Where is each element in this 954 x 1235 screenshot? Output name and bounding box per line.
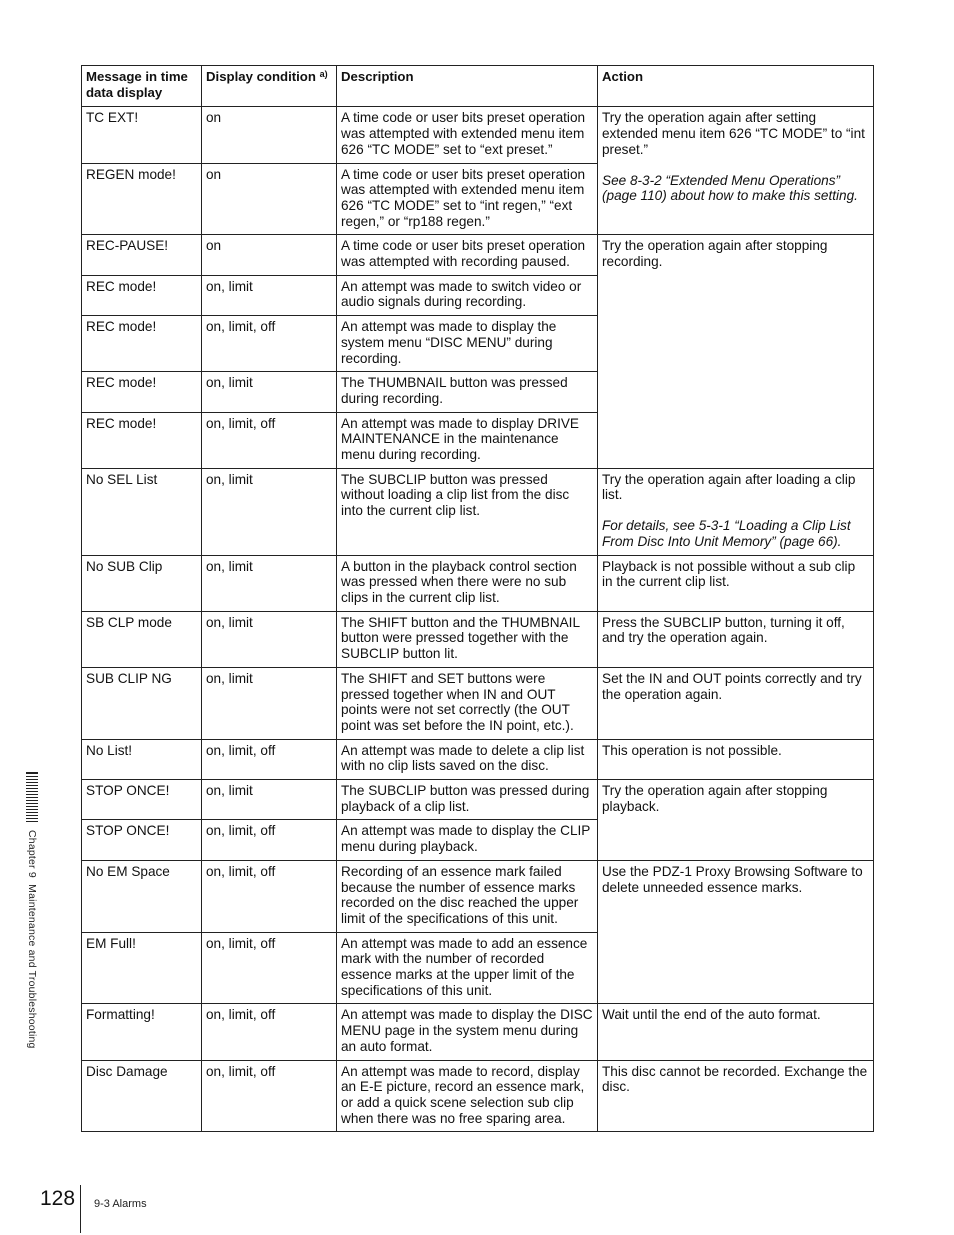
description-cell: An attempt was made to switch video or audio signals during recording. bbox=[337, 275, 598, 315]
table-row bbox=[82, 107, 874, 163]
tab-stripe bbox=[26, 779, 38, 780]
table-row bbox=[82, 1060, 874, 1132]
description-cell: An attempt was made to add an essence mark with the number of recorded essence marks at the upper limit of the specifications of this unit. bbox=[337, 932, 598, 1004]
footer-divider bbox=[80, 1185, 81, 1233]
tab-stripe bbox=[26, 809, 38, 810]
action-cell: Try the operation again after setting extended menu item 626 “TC MODE” to “int preset.” See 8-3-2 “Extended Menu Operations” (page 110) about how to make this setting. bbox=[598, 107, 874, 235]
message-cell: STOP ONCE! bbox=[82, 780, 202, 820]
message-cell: REGEN mode! bbox=[82, 163, 202, 235]
tab-stripe bbox=[26, 818, 38, 819]
chapter-side-label bbox=[26, 830, 38, 1049]
tab-stripe bbox=[26, 776, 38, 777]
tab-stripe bbox=[26, 788, 38, 789]
message-cell: REC mode! bbox=[82, 316, 202, 372]
footnote-marker: a) bbox=[319, 69, 328, 79]
action-cell: Try the operation again after loading a clip list. For details, see 5-3-1 “Loading a Clip List From Disc Into Unit Memory” (page 66). bbox=[598, 468, 874, 555]
chapter-tab-marker bbox=[26, 772, 38, 824]
action-cell: This disc cannot be recorded. Exchange the disc. bbox=[598, 1060, 874, 1132]
table-row bbox=[82, 667, 874, 739]
description-cell: A time code or user bits preset operation was attempted with recording paused. bbox=[337, 235, 598, 275]
description-cell: Recording of an essence mark failed because the number of essence marks recorded on the disc reached the upper limit of the specifications of this unit. bbox=[337, 860, 598, 932]
description-cell: The SUBCLIP button was pressed without loading a clip list from the disc into the current clip list. bbox=[337, 468, 598, 555]
description-cell: An attempt was made to display DRIVE MAINTENANCE in the maintenance menu during recording. bbox=[337, 412, 598, 468]
action-cell: Use the PDZ-1 Proxy Browsing Software to delete unneeded essence marks. bbox=[598, 860, 874, 1004]
description-cell: An attempt was made to delete a clip list with no clip lists saved on the disc. bbox=[337, 739, 598, 779]
table-header-row bbox=[82, 66, 874, 107]
tab-stripe bbox=[26, 815, 38, 816]
action-cell: Set the IN and OUT points correctly and try the operation again. bbox=[598, 667, 874, 739]
display-condition-cell: on, limit, off bbox=[202, 820, 337, 860]
action-cell: This operation is not possible. bbox=[598, 739, 874, 779]
tab-stripe bbox=[26, 785, 38, 786]
action-cell: Try the operation again after stopping recording. bbox=[598, 235, 874, 468]
tab-stripe bbox=[26, 812, 38, 813]
display-condition-cell: on, limit bbox=[202, 555, 337, 611]
message-cell: EM Full! bbox=[82, 932, 202, 1004]
display-condition-cell: on, limit bbox=[202, 275, 337, 315]
display-condition-cell: on bbox=[202, 163, 337, 235]
action-reference: For details, see 5-3-1 “Loading a Clip List From Disc Into Unit Memory” (page 66). bbox=[602, 518, 851, 549]
message-cell: No EM Space bbox=[82, 860, 202, 932]
message-cell: Formatting! bbox=[82, 1004, 202, 1060]
tab-stripe bbox=[26, 794, 38, 795]
display-condition-cell: on, limit, off bbox=[202, 739, 337, 779]
action-cell: Playback is not possible without a sub clip in the current clip list. bbox=[598, 555, 874, 611]
tab-stripe bbox=[26, 806, 38, 807]
message-cell: REC mode! bbox=[82, 275, 202, 315]
description-cell: An attempt was made to display the CLIP menu during playback. bbox=[337, 820, 598, 860]
display-condition-cell: on bbox=[202, 107, 337, 163]
description-cell: The SUBCLIP button was pressed during playback of a clip list. bbox=[337, 780, 598, 820]
tab-stripe bbox=[26, 782, 38, 783]
description-cell: A button in the playback control section was pressed when there were no sub clips in the current clip list. bbox=[337, 555, 598, 611]
message-cell: TC EXT! bbox=[82, 107, 202, 163]
action-reference: See 8-3-2 “Extended Menu Operations” (page 110) about how to make this setting. bbox=[602, 172, 858, 204]
display-condition-cell: on, limit bbox=[202, 372, 337, 412]
action-cell: Try the operation again after stopping playback. bbox=[598, 780, 874, 861]
description-cell: An attempt was made to record, display an E-E picture, record an essence mark, or add a quick scene selection sub clip when there was no free sparing area. bbox=[337, 1060, 598, 1132]
tab-stripe bbox=[26, 791, 38, 792]
message-cell: SUB CLIP NG bbox=[82, 667, 202, 739]
display-condition-cell: on, limit bbox=[202, 611, 337, 667]
table-row bbox=[82, 555, 874, 611]
display-condition-cell: on, limit, off bbox=[202, 1060, 337, 1132]
display-condition-cell: on, limit, off bbox=[202, 932, 337, 1004]
display-condition-cell: on, limit bbox=[202, 667, 337, 739]
table-row bbox=[82, 235, 874, 275]
alarm-table bbox=[81, 65, 874, 1132]
header-message: Message in time data display bbox=[82, 66, 202, 107]
description-cell: An attempt was made to display the system menu “DISC MENU” during recording. bbox=[337, 316, 598, 372]
table-row bbox=[82, 860, 874, 932]
table-row bbox=[82, 1004, 874, 1060]
description-cell: The THUMBNAIL button was pressed during recording. bbox=[337, 372, 598, 412]
message-cell: SB CLP mode bbox=[82, 611, 202, 667]
display-condition-cell: on, limit bbox=[202, 780, 337, 820]
table-row bbox=[82, 739, 874, 779]
side-label-title: Maintenance and Troubleshooting bbox=[26, 884, 38, 1049]
message-cell: REC mode! bbox=[82, 372, 202, 412]
display-condition-cell: on, limit, off bbox=[202, 316, 337, 372]
description-cell: An attempt was made to display the DISC MENU page in the system menu during an auto format. bbox=[337, 1004, 598, 1060]
header-display-condition: Display condition $^{a)}$ bbox=[202, 66, 337, 107]
header-description: Description bbox=[337, 66, 598, 107]
message-cell: No SUB Clip bbox=[82, 555, 202, 611]
table-body bbox=[82, 107, 874, 1132]
description-cell: The SHIFT and SET buttons were pressed together when IN and OUT points were not set correctly (the OUT point was set before the IN point, etc.). bbox=[337, 667, 598, 739]
description-cell: A time code or user bits preset operation was attempted with extended menu item 626 “TC MODE” set to “ext preset.” bbox=[337, 107, 598, 163]
display-condition-cell: on, limit, off bbox=[202, 860, 337, 932]
action-cell: Wait until the end of the auto format. bbox=[598, 1004, 874, 1060]
table-row bbox=[82, 468, 874, 555]
display-condition-cell: on bbox=[202, 235, 337, 275]
tab-stripe bbox=[26, 800, 38, 801]
message-cell: No SEL List bbox=[82, 468, 202, 555]
side-label-chapter: Chapter 9 bbox=[26, 830, 38, 878]
message-cell: REC-PAUSE! bbox=[82, 235, 202, 275]
message-cell: STOP ONCE! bbox=[82, 820, 202, 860]
display-condition-cell: on, limit, off bbox=[202, 412, 337, 468]
display-condition-cell: on, limit, off bbox=[202, 1004, 337, 1060]
tab-stripe bbox=[26, 773, 38, 774]
action-cell: Press the SUBCLIP button, turning it off, and try the operation again. bbox=[598, 611, 874, 667]
tab-stripe bbox=[26, 821, 38, 822]
tab-stripe bbox=[26, 803, 38, 804]
display-condition-cell: on, limit bbox=[202, 468, 337, 555]
section-label: 9-3 Alarms bbox=[94, 1198, 147, 1210]
description-cell: A time code or user bits preset operation was attempted with extended menu item 626 “TC MODE” set to “int regen,” “ext regen,” or “rp188 regen.” bbox=[337, 163, 598, 235]
table-row bbox=[82, 780, 874, 820]
tab-stripe bbox=[26, 797, 38, 798]
message-cell: No List! bbox=[82, 739, 202, 779]
table-row bbox=[82, 611, 874, 667]
description-cell: The SHIFT button and the THUMBNAIL button were pressed together with the SUBCLIP button lit. bbox=[337, 611, 598, 667]
message-cell: Disc Damage bbox=[82, 1060, 202, 1132]
page-number: 128 bbox=[40, 1187, 76, 1210]
header-action: Action bbox=[598, 66, 874, 107]
message-cell: REC mode! bbox=[82, 412, 202, 468]
